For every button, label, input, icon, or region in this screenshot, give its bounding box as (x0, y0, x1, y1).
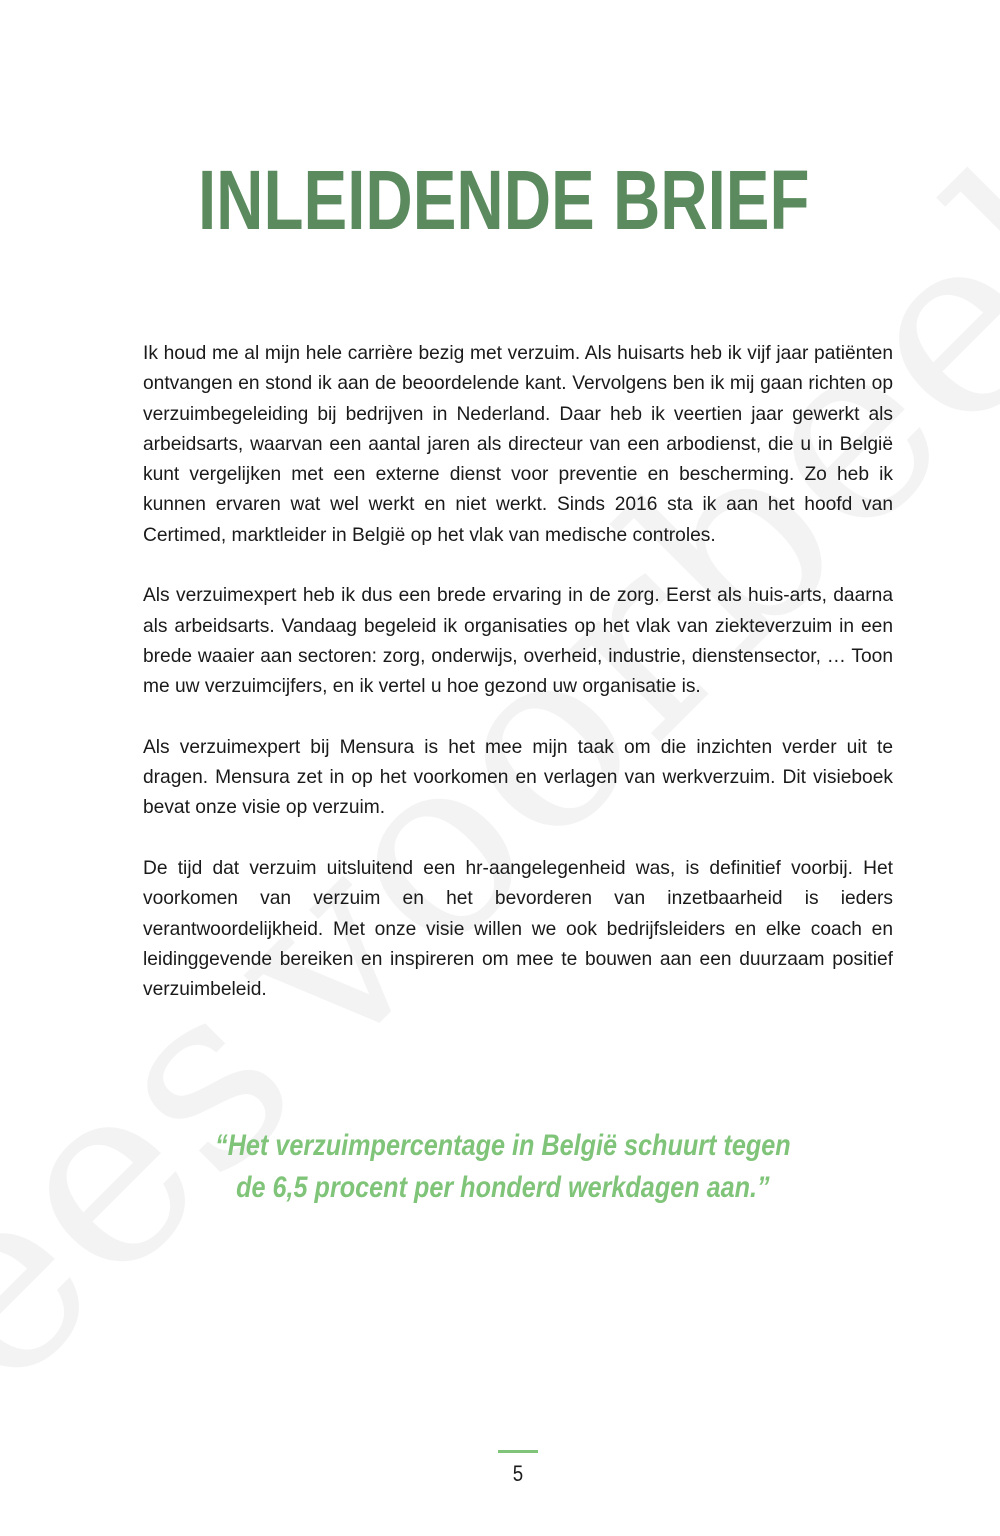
pull-quote-line-1: “Het verzuimpercentage in België schuurt tegen (215, 1129, 791, 1162)
page-number: 5 (512, 1461, 524, 1486)
paragraph-1: Ik houd me al mijn hele carrière bezig met verzuim. Als huisarts heb ik vijf jaar patiënten ontvangen en stond ik aan de beoordelende kant. Vervolgens ben ik mij gaan richten op verzuimbegeleiding bij bedrijven in Nederland. Daar heb ik veertien jaar gewerkt als arbeidsarts, waarvan een aantal jaren als directeur van een arbodienst, die u in België kunt vergelijken met een externe dienst voor preventie en bescherming. Zo heb ik kunnen ervaren wat wel werkt en niet werkt. Sinds 2016 sta ik aan het hoofd van Certimed, marktleider in België op het vlak van medische controles. (143, 343, 893, 546)
paragraph-2: Als verzuimexpert heb ik dus een brede ervaring in de zorg. Eerst als huis-arts, daarna als arbeidsarts. Vandaag begeleid ik organisaties op het vlak van ziekteverzuim in een brede waaier aan sectoren: zorg, onderwijs, overheid, industrie, dienstensector, … Toon me uw verzuimcijfers, en ik vertel u hoe gezond uw organisatie is. (143, 585, 893, 698)
paragraph-4: De tijd dat verzuim uitsluitend een hr-aangelegenheid was, is definitief voorbij. Het voorkomen van verzuim en het bevorderen van inzetbaarheid is ieders verantwoordelijkheid. Met onze visie willen we ook bedrijfsleiders en elke coach en leidinggevende bereiken en inspireren om mee te bouwen aan een duurzaam positief verzuimbeleid. (143, 858, 893, 1001)
letter-body (143, 339, 893, 1036)
paragraph-3: Als verzuimexpert bij Mensura is het mee mijn taak om die inzichten verder uit te dragen. Mensura zet in op het voorkomen en verlagen van werkverzuim. Dit visieboek bevat onze visie op verzuim. (143, 736, 893, 819)
page-title: INLEIDENDE BRIEF (197, 153, 810, 247)
page-number-rule (498, 1450, 538, 1453)
pull-quote (83, 1125, 923, 1209)
pull-quote-line-2: de 6,5 procent per honderd werkdagen aan.” (236, 1171, 770, 1204)
